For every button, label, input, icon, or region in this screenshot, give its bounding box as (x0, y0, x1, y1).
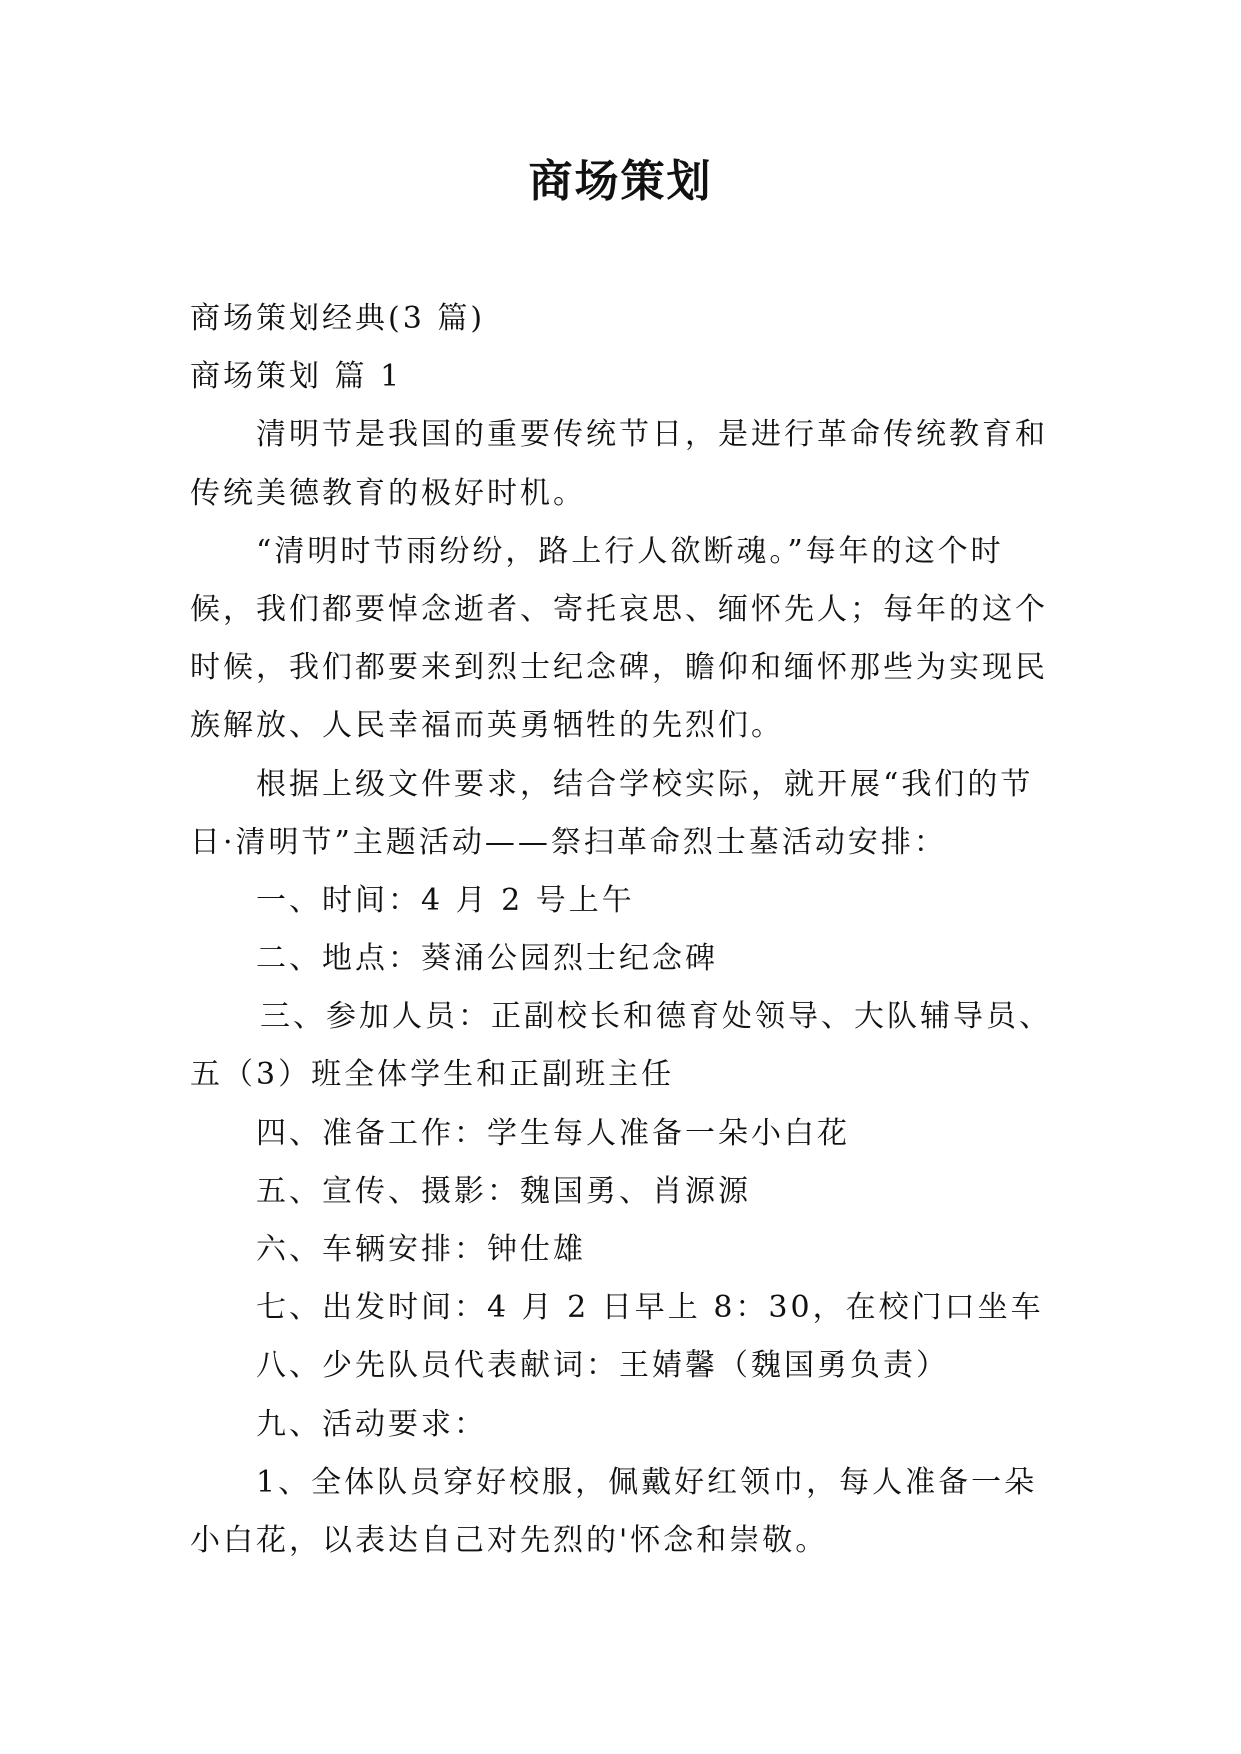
list-item: 七、出发时间：4 月 2 日早上 8：30，在校门口坐车 (256, 1290, 1044, 1326)
list-item: 八、少先队员代表献词：王婧馨（魏国勇负责） (256, 1348, 949, 1384)
subtitle-line: 商场策划经典(3 篇) (190, 301, 486, 336)
list-item-continuation: 小白花，以表达自己对先烈的'怀念和崇敬。 (190, 1522, 829, 1558)
paragraph-line: “清明时节雨纷纷，路上行人欲断魂。”每年的这个时 (256, 533, 1004, 569)
list-item: 三、参加人员：正副校长和德育处领导、大队辅导员、 (260, 999, 1052, 1035)
section-heading: 商场策划 篇 1 (190, 359, 403, 395)
paragraph-line: 日·清明节”主题活动——祭扫革命烈士墓活动安排： (190, 824, 947, 860)
list-item: 四、准备工作：学生每人准备一朵小白花 (256, 1115, 850, 1151)
document-body (190, 290, 1065, 1570)
paragraph-line: 根据上级文件要求，结合学校实际，就开展“我们的节 (256, 766, 1034, 802)
paragraph-line: 族解放、人民幸福而英勇牺牲的先烈们。 (190, 708, 784, 744)
document-title: 商场策划 (528, 156, 713, 207)
list-item-continuation: 五（3）班全体学生和正副班主任 (190, 1057, 675, 1093)
list-item: 六、车辆安排：钟仕雄 (256, 1232, 586, 1267)
paragraph-line: 时候，我们都要来到烈士纪念碑，瞻仰和缅怀那些为实现民 (190, 650, 1048, 686)
list-item: 二、地点：葵涌公园烈士纪念碑 (256, 941, 718, 977)
list-item: 五、宣传、摄影：魏国勇、肖源源 (256, 1173, 751, 1209)
paragraph-line: 候，我们都要悼念逝者、寄托哀思、缅怀先人；每年的这个 (190, 591, 1048, 627)
paragraph-line: 清明节是我国的重要传统节日，是进行革命传统教育和 (256, 417, 1048, 453)
paragraph-line: 传统美德教育的极好时机。 (190, 475, 586, 511)
list-item: 九、活动要求： (256, 1406, 487, 1442)
list-item: 1、全体队员穿好校服，佩戴好红领巾，每人准备一朵 (256, 1464, 1038, 1500)
list-item: 一、时间：4 月 2 号上午 (256, 882, 635, 918)
